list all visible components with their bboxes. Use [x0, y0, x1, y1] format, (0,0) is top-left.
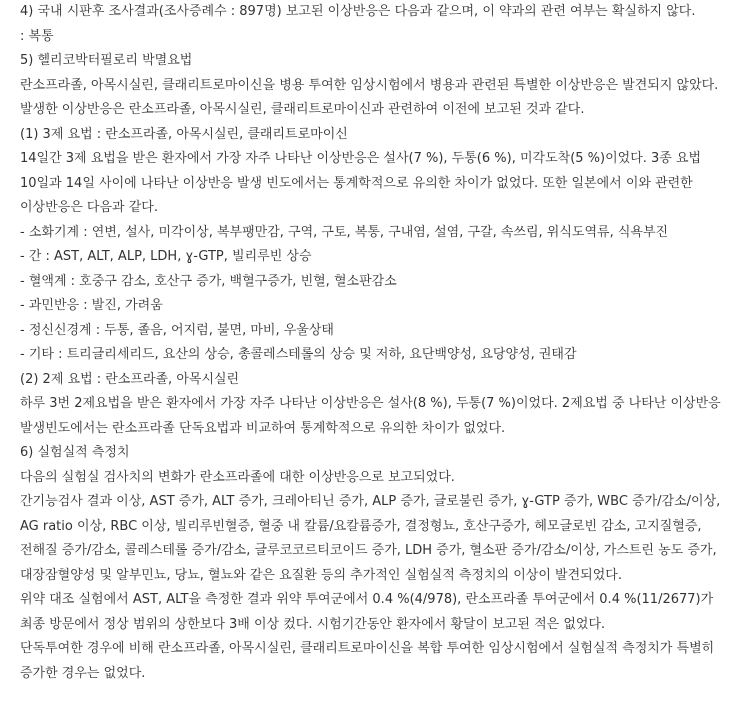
placebo-controlled-paragraph: 위약 대조 실험에서 AST, ALT을 측정한 결과 위약 투여군에서 0.4 %(4/978), 란소프라졸 투여군에서 0.4 %(11/2677)가 최종 방문에서 정상 범위의 상한보다 3배 이상 컸다. 시험기간동안 환자에서 황달이 보고된 적은 없었다. — [20, 592, 714, 632]
lab-values-intro: 다음의 실험실 검사치의 변화가 란소프라졸에 대한 이상반응으로 보고되었다. — [20, 469, 455, 485]
dual-therapy-heading: (2) 2제 요법 : 란소프라졸, 아목시실린 — [20, 371, 240, 387]
h-pylori-combination-paragraph: 란소프라졸, 아목시실린, 클래리트로마이신을 병용 투여한 임상시험에서 병용과 관련된 특별한 이상반응은 발견되지 않았다. 발생한 이상반응은 란소프라졸, 아목시실린, 클래리트로마이신과 관련하여 이전에 보고된 것과 같다. — [20, 77, 719, 117]
combination-lab-paragraph: 단독투여한 경우에 비해 란소프라졸, 아목시실린, 클래리트로마이신을 복합 투여한 임상시험에서 실험실적 측정치가 특별히 증가한 경우는 없었다. — [20, 641, 715, 681]
post-marketing-survey-text: 4) 국내 시판후 조사결과(조사증례수 : 897명) 보고된 이상반응은 다음과 같으며, 이 약과의 관련 여부는 확실하지 않다. — [20, 4, 696, 19]
triple-therapy-heading: (1) 3제 요법 : 란소프라졸, 아목시실린, 클래리트로마이신 — [20, 126, 348, 142]
dual-therapy-paragraph: 하루 3번 2제요법을 받은 환자에서 가장 자주 나타난 이상반응은 설사(8 %), 두통(7 %)이었다. 2제요법 중 나타난 이상반응 발생빈도에서는 란소프라졸 단독요법과 비교하여 통계학적으로 유의한 차이가 없었다. — [20, 396, 721, 436]
triple-therapy-paragraph: 14일간 3제 요법을 받은 환자에서 가장 자주 나타난 이상반응은 설사(7 %), 두통(6 %), 미각도착(5 %)이었다. 3종 요법 10일과 14일 사이에 나타난 이상반응 발생 빈도에서는 통계학적으로 유의한 차이가 없었다. 또한 일본에서 이와 관련한 이상반응은 다음과 같다. — [20, 151, 702, 215]
post-marketing-abdominal-pain: : 복통 — [20, 28, 54, 44]
list-item-other: - 기타 : 트리글리세리드, 요산의 상승, 총콜레스테롤의 상승 및 저하, 요단백양성, 요당양성, 권태감 — [20, 347, 577, 362]
list-item-blood: - 혈액계 : 호중구 감소, 호산구 증가, 백혈구증가, 빈혈, 혈소판감소 — [20, 273, 397, 289]
list-item-liver: - 간 : AST, ALT, ALP, LDH, ɣ-GTP, 빌리루빈 상승 — [20, 249, 312, 264]
list-item-hypersensitivity: - 과민반응 : 발진, 가려움 — [20, 298, 163, 313]
section-heading-lab-values: 6) 실험실적 측정치 — [20, 445, 130, 460]
list-item-neuropsychiatric: - 정신신경계 : 두통, 졸음, 어지럼, 불면, 마비, 우울상태 — [20, 322, 334, 338]
list-item-digestive: - 소화기계 : 연변, 설사, 미각이상, 복부팽만감, 구역, 구토, 복통, 구내염, 설염, 구갈, 속쓰림, 위식도역류, 식욕부진 — [20, 224, 669, 240]
section-heading-h-pylori: 5) 헬리코박터필로리 박멸요법 — [20, 53, 193, 68]
lab-values-list-paragraph: 간기능검사 결과 이상, AST 증가, ALT 증가, 크레아티닌 증가, ALP 증가, 글로불린 증가, ɣ-GTP 증가, WBC 증가/감소/이상, AG ratio 이상, RBC 이상, 빌리루빈혈증, 혈중 내 칼륨/요칼륨증가, 결정형뇨, 호산구증가, 헤모글로빈 감소, 고지질혈증, 전해질 증가/감소, 콜레스테롤 증가/감소, 글루코코르티코이드 증가, LDH 증가, 혈소판 증가/감소/이상, 가스트린 농도 증가, 대장잠혈양성 및 알부민뇨, 당뇨, 혈뇨와 같은 요질환 등의 추가적인 실험실적 측정치의 이상이 발견되었다. — [20, 494, 721, 583]
